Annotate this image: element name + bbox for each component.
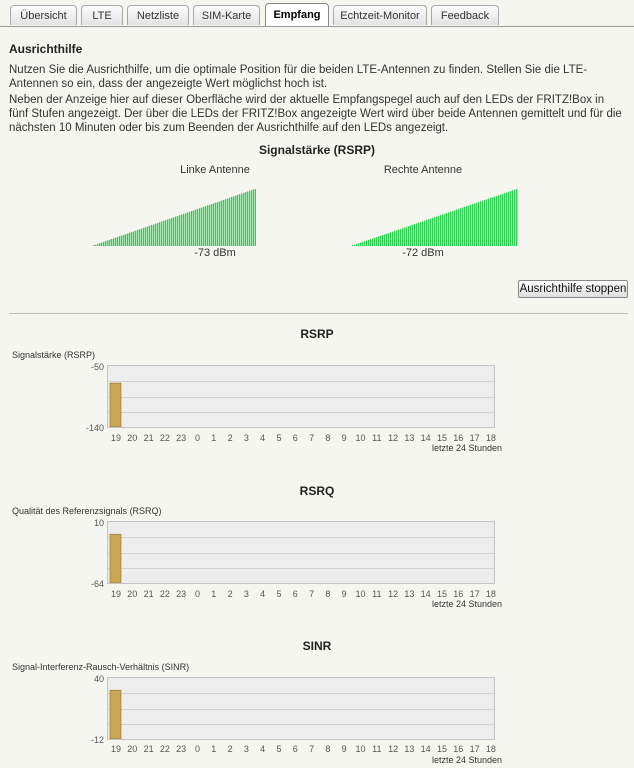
x-tick-label: 0 [194, 744, 200, 754]
x-tick-label: 4 [260, 744, 266, 754]
x-tick-label: 21 [143, 744, 154, 754]
led-info-paragraph: Neben der Anzeige hier auf dieser Oberfläche wird der aktuelle Empfangspegel auch auf den LEDs der FRITZ!Box in fünf Stufen angezeigt. Der über die LEDs der FRITZ!Box angezeigte Wert wird über beide Antennen gemittelt und für die nächsten 10 Minuten oder bis zum Beenden der Ausrichthilfe auf den LEDs angezeigt. [9, 94, 622, 134]
x-tick-label: 22 [159, 589, 170, 599]
x-tick-label: 19 [110, 744, 121, 754]
x-tick-label: 20 [127, 744, 138, 754]
tab-bar [0, 0, 634, 27]
x-tick-label: 12 [388, 744, 399, 754]
x-tick-label: 23 [176, 744, 187, 754]
x-tick-label: 21 [143, 433, 154, 443]
x-tick-label: 11 [372, 433, 382, 443]
x-tick-label: 5 [276, 433, 282, 443]
x-tick-label: 22 [159, 433, 170, 443]
chart-rsrq-ymin: -64 [90, 579, 104, 589]
x-tick-label: 1 [211, 744, 217, 754]
x-tick-label: 8 [325, 744, 331, 754]
x-tick-label: 3 [243, 744, 249, 754]
x-tick-label: 7 [309, 589, 315, 599]
x-tick-label: 15 [436, 589, 447, 599]
chart-sinr-xfooter: letzte 24 Stunden [432, 755, 503, 765]
x-tick-label: 14 [420, 744, 431, 754]
chart-rsrp-ymax: -50 [90, 362, 104, 372]
chart-rsrq-ylabel: Qualität des Referenzsignals (RSRQ) [12, 506, 162, 516]
tab-echtzeit-monitor[interactable]: Echtzeit-Monitor [333, 5, 427, 25]
x-tick-label: 17 [469, 589, 480, 599]
x-tick-label: 14 [420, 589, 431, 599]
chart-bar [110, 534, 121, 583]
x-tick-label: 23 [176, 589, 187, 599]
x-tick-label: 23 [176, 433, 187, 443]
chart-sinr-xaxis [107, 744, 495, 754]
x-tick-label: 11 [372, 589, 382, 599]
chart-sinr-ymin: -12 [90, 735, 104, 745]
x-tick-label: 13 [404, 589, 415, 599]
chart-rsrq-plot [107, 521, 495, 584]
right-antenna-value: -72 dBm [402, 247, 444, 259]
x-tick-label: 12 [388, 433, 399, 443]
x-tick-label: 2 [227, 744, 233, 754]
chart-bar [110, 383, 121, 427]
x-tick-label: 13 [404, 744, 415, 754]
chart-rsrp-ymin: -140 [85, 423, 104, 433]
x-tick-label: 12 [388, 589, 399, 599]
left-antenna-value: -73 dBm [194, 247, 236, 259]
x-tick-label: 3 [243, 433, 249, 443]
chart-rsrp-title: RSRP [300, 327, 334, 341]
chart-sinr-ylabel: Signal-Interferenz-Rausch-Verhältnis (SINR) [12, 662, 190, 672]
chart-rsrp-xfooter: letzte 24 Stunden [432, 443, 503, 453]
tab-uebersicht[interactable]: Übersicht [10, 5, 77, 25]
x-tick-label: 17 [469, 433, 480, 443]
tab-netzliste[interactable]: Netzliste [127, 5, 189, 25]
stop-alignment-button[interactable]: Ausrichthilfe stoppen [518, 280, 628, 298]
signal-title: Signalstärke (RSRP) [258, 143, 376, 157]
x-tick-label: 6 [292, 589, 298, 599]
chart-sinr-ymax: 40 [93, 674, 104, 684]
x-tick-label: 19 [110, 433, 121, 443]
chart-rsrq-ymax: 10 [93, 518, 104, 528]
x-tick-label: 18 [485, 744, 496, 754]
chart-rsrq-title: RSRQ [299, 484, 335, 498]
x-tick-label: 20 [127, 589, 138, 599]
x-tick-label: 4 [260, 589, 266, 599]
x-tick-label: 5 [276, 589, 282, 599]
x-tick-label: 17 [469, 744, 480, 754]
x-tick-label: 7 [309, 744, 315, 754]
x-tick-label: 22 [159, 744, 170, 754]
x-tick-label: 16 [453, 744, 464, 754]
x-tick-label: 16 [453, 589, 464, 599]
x-tick-label: 20 [127, 433, 138, 443]
x-tick-label: 9 [341, 589, 347, 599]
chart-rsrp-ylabel: Signalstärke (RSRP) [12, 350, 96, 360]
tab-feedback[interactable]: Feedback [431, 5, 499, 25]
x-tick-label: 8 [325, 589, 331, 599]
x-tick-label: 10 [355, 589, 366, 599]
x-tick-label: 13 [404, 433, 415, 443]
x-tick-label: 9 [341, 433, 347, 443]
intro-paragraph: Nutzen Sie die Ausrichthilfe, um die optimale Position für die beiden LTE-Antennen zu finden. Stellen Sie die LTE-Antennen so ein, dass der angezeigte Wert möglichst hoch ist. [9, 64, 588, 90]
x-tick-label: 5 [276, 744, 282, 754]
x-tick-label: 2 [227, 433, 233, 443]
right-antenna-label: Rechte Antenne [383, 164, 463, 176]
divider [9, 313, 628, 314]
x-tick-label: 6 [292, 744, 298, 754]
x-tick-label: 19 [110, 589, 121, 599]
x-tick-label: 1 [211, 589, 217, 599]
chart-bar [110, 690, 121, 739]
x-tick-label: 0 [194, 589, 200, 599]
x-tick-label: 4 [260, 433, 266, 443]
chart-sinr-title: SINR [302, 639, 332, 653]
x-tick-label: 2 [227, 589, 233, 599]
x-tick-label: 16 [453, 433, 464, 443]
x-tick-label: 14 [420, 433, 431, 443]
chart-rsrp-xaxis [107, 433, 495, 443]
tab-sim-karte[interactable]: SIM-Karte [193, 5, 260, 25]
tab-lte[interactable]: LTE [81, 5, 123, 25]
left-antenna-meter [93, 189, 256, 246]
x-tick-label: 15 [436, 744, 447, 754]
x-tick-label: 10 [355, 744, 366, 754]
x-tick-label: 15 [436, 433, 447, 443]
chart-rsrq-xfooter: letzte 24 Stunden [432, 599, 503, 609]
tab-empfang[interactable]: Empfang [265, 3, 329, 26]
left-antenna-label: Linke Antenne [180, 164, 250, 176]
x-tick-label: 0 [194, 433, 200, 443]
chart-rsrq-xaxis [107, 589, 495, 599]
x-tick-label: 8 [325, 433, 331, 443]
right-antenna-meter [352, 189, 518, 246]
x-tick-label: 6 [292, 433, 298, 443]
x-tick-label: 9 [341, 744, 347, 754]
x-tick-label: 11 [372, 744, 382, 754]
x-tick-label: 7 [309, 433, 315, 443]
chart-rsrp-plot [107, 365, 495, 428]
x-tick-label: 21 [143, 589, 154, 599]
x-tick-label: 3 [243, 589, 249, 599]
section-title: Ausrichthilfe [9, 42, 83, 56]
x-tick-label: 10 [355, 433, 366, 443]
x-tick-label: 1 [211, 433, 217, 443]
x-tick-label: 18 [485, 589, 496, 599]
chart-sinr-plot [107, 677, 495, 740]
x-tick-label: 18 [485, 433, 496, 443]
